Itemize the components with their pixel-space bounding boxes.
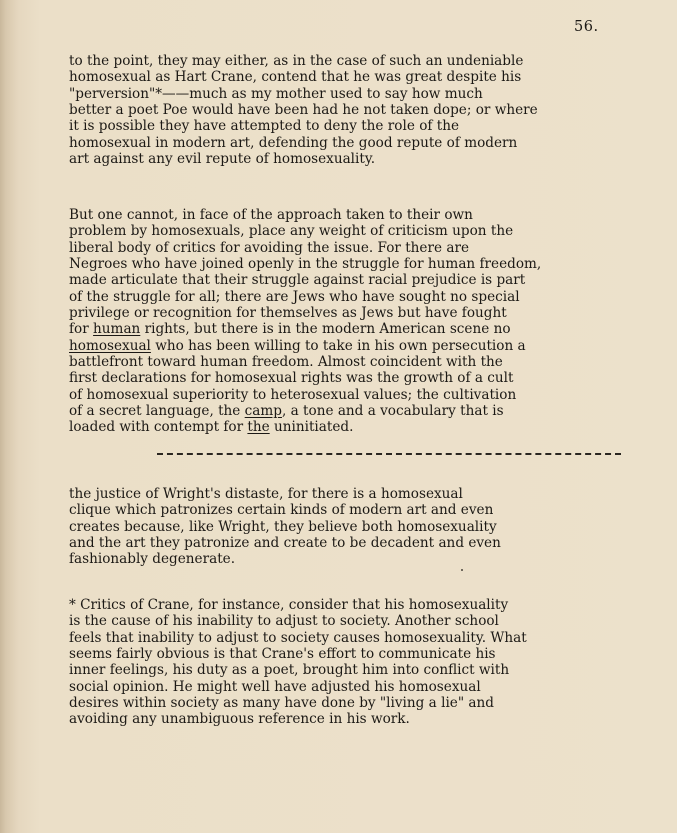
text-line: avoiding any unambiguous reference in his work. (69, 711, 410, 728)
text-line: better a poet Poe would have been had he not taken dope; or where (69, 102, 538, 119)
text-line: fashionably degenerate. (69, 551, 236, 568)
ink-speck (461, 569, 463, 571)
text-line: seems fairly obvious is that Crane's effort to communicate his (69, 646, 496, 663)
text-line-with-underline: homosexual who has been willing to take in his own persecution a (69, 337, 526, 354)
dashed-divider (157, 453, 621, 455)
paragraph-liberal-critics (69, 207, 541, 436)
text-line: battlefront toward human freedom. Almost coincident with the (69, 354, 503, 371)
underlined-word: human (93, 321, 141, 338)
text-line: desires within society as many have done by "living a lie" and (69, 695, 494, 712)
paragraph-crane-perversion (69, 53, 538, 167)
underlined-word: the (247, 419, 270, 436)
footnote-critics-of-crane (69, 597, 527, 728)
text-line: first declarations for homosexual rights was the growth of a cult (69, 370, 514, 387)
text-line: of the struggle for all; there are Jews who have sought no special (69, 288, 520, 305)
paragraph-wright-distaste (69, 486, 501, 568)
text-line: * Critics of Crane, for instance, consider that his homosexuality (69, 597, 509, 613)
text-line: creates because, like Wright, they believe both homosexuality (69, 518, 497, 535)
text-line: is the cause of his inability to adjust to society. Another school (69, 613, 499, 630)
text-line: inner feelings, his duty as a poet, brought him into conflict with (69, 662, 510, 679)
text-line-with-underline: loaded with contempt for the uninitiated. (69, 419, 354, 436)
text-line: of homosexual superiority to heterosexual values; the cultivation (69, 386, 517, 403)
underlined-word: camp (244, 403, 282, 420)
text-line: clique which patronizes certain kinds of modern art and even (69, 502, 494, 519)
text-line: made articulate that their struggle against racial prejudice is part (69, 272, 526, 289)
text-line: the justice of Wright's distaste, for there is a homosexual (69, 486, 463, 502)
text-line: and the art they patronize and create to be decadent and even (69, 535, 501, 552)
underlined-word: homosexual (69, 337, 151, 354)
text-line: But one cannot, in face of the approach taken to their own (69, 207, 473, 223)
text-line: privilege or recognition for themselves as Jews but have fought (69, 305, 507, 322)
text-line: homosexual in modern art, defending the good repute of modern (69, 134, 518, 151)
text-line: liberal body of critics for avoiding the issue. For there are (69, 239, 469, 256)
text-line: feels that inability to adjust to society causes homosexuality. What (69, 629, 527, 646)
text-line: social opinion. He might well have adjusted his homosexual (69, 678, 481, 695)
text-line-with-underline: for human rights, but there is in the modern American scene no (69, 321, 511, 338)
text-line: "perversion"*——much as my mother used to say how much (69, 85, 483, 102)
text-line: problem by homosexuals, place any weight of criticism upon the (69, 223, 514, 240)
text-line: art against any evil repute of homosexuality. (69, 151, 376, 168)
text-line-with-underline: of a secret language, the camp, a tone and a vocabulary that is (69, 403, 504, 420)
text-line: homosexual as Hart Crane, contend that he was great despite his (69, 69, 522, 86)
text-line: Negroes who have joined openly in the struggle for human freedom, (69, 256, 542, 273)
text-line: to the point, they may either, as in the case of such an undeniable (69, 53, 524, 69)
text-line: it is possible they have attempted to deny the role of the (69, 118, 459, 135)
page-number: 56. (574, 19, 599, 35)
